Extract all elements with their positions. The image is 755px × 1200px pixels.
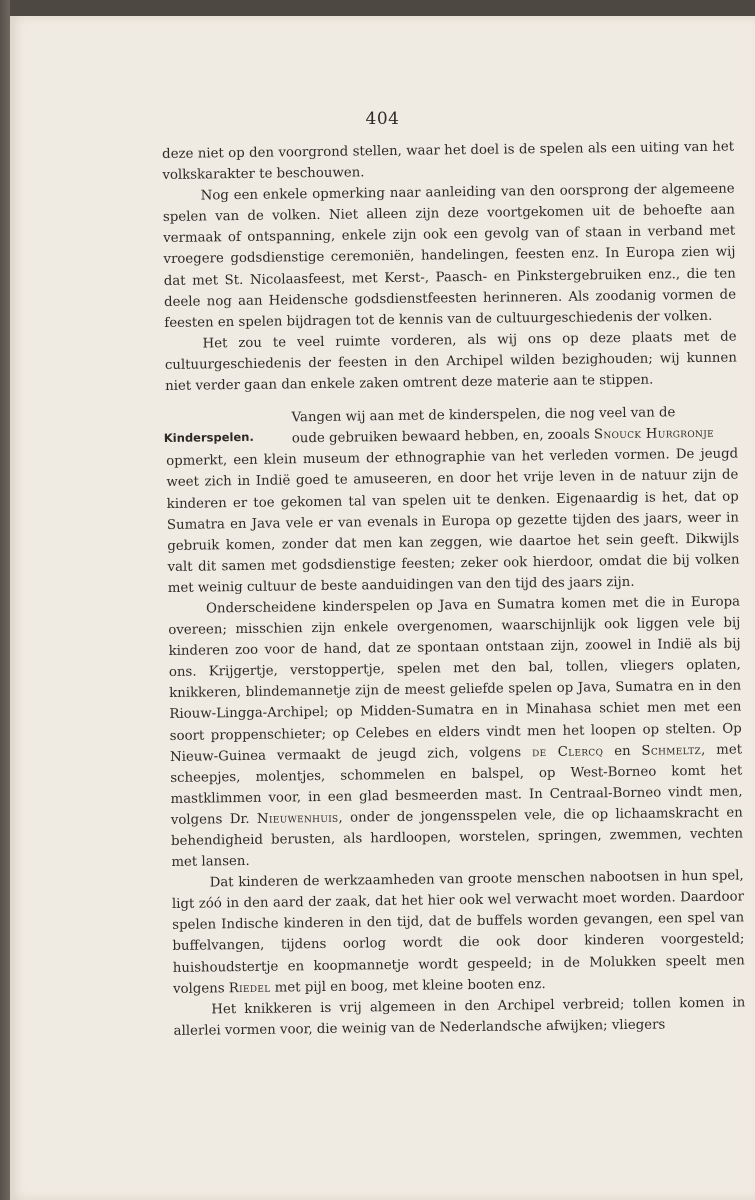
text-run: , met scheepjes, molentjes, schommelen en balspel, op West-Borneo komt het mastklimmen voor, in een glad besmeerden mast. In Centraal-Borneo vindt men, volgens Dr. [170,742,743,828]
text-run: oude gebruiken bewaard hebben, en, zooals [291,427,595,447]
text-run: Onderscheidene kinderspelen op Java en Sumatra komen met die in Europa overeen; misschien zijn enkele overgenomen, waarschijnlijk ook liggen vele bij kinderen zoo voor de hand, dat ze spontaan ontstaan zijn, zoowel in Indië als bij ons. Krijgertje, verstoppertje, spelen met den bal, tollen, vliegers oplaten, knikkeren, blindemannetje zijn de meest geliefde spelen op Java, Sumatra en in den Riouw-Lingga-Archipel; op Midden-Sumatra en in Minahasa schiet men met een soort proppenschieter; op Celebes en elders vindt men het loopen op stelten. Op Nieuw-Guinea vermaakt de jeugd zich, volgens [168,594,742,765]
text-run: met pijl en boog, met kleine booten enz. [270,976,546,996]
text-run: en [603,743,642,759]
paragraph-line: Vangen wij aan met de kinderspelen, die nog veel van de [291,405,676,426]
author-name: Snouck Hurgronje [593,426,715,443]
text-run: Dat kinderen de werkzaamheden van groote menschen nabootsen in hun spel, ligt zóó in den aard der zaak, dat het hier ook wel verwacht moet worden. Daardoor spelen Indische kinderen in den tijd, dat de buffels worden gevangen, een spel van buffelvangen, tijdens oorlog wordt die ook door kinderen voorgesteld; huishoudstertje en koopmannetje wordt gespeeld; in de Molukken speelt men volgens [171,868,745,997]
author-name: Nieuwenhuis [256,810,339,827]
paragraph: Het knikkeren is vrij algemeen in den Archipel verbreid; tollen komen in allerlei vormen voor, die weinig van de Nederlandsche afwijken; vliegers [173,995,746,1039]
body-text [162,137,746,1042]
page-number: 404 [365,109,400,129]
paragraph: Nog een enkele opmerking naar aanleiding van den oorsprong der algemeene spelen van de volken. Niet alleen zijn deze voortgekomen uit de behoefte aan vermaak of ontspanning, enkele zijn ook een gevolg van of staan in verband met vroegere godsdienstige ceremoniën, handelingen, feesten enz. In Europa zien wij dat met St. Nicolaasfeest, met Kerst-, Paasch- en Pinkstergebruiken enz., die ten deele nog aan Heidensche godsdienstfeesten herinneren. Als zoodanig vormen de feesten en spelen bijdragen tot de kennis van de cultuurgeschiedenis der volken. [162,181,737,331]
margin-heading: Kinderspelen. [163,429,254,446]
paragraph [172,866,746,1000]
paragraph: deze niet op den voorgrond stellen, waar het doel is de spelen als een uiting van het volkskarakter te beschouwen. [162,139,735,184]
paragraph [168,591,744,873]
book-page [10,16,755,1200]
paragraph: Het zou te veel ruimte vorderen, als wij ons op deze plaats met de cultuurgeschiedenis der feesten in den Archipel wilden bezighouden; wij kunnen niet verder gaan dan enkele zaken omtrent deze materie aan te stippen. [164,329,737,395]
text-run: , onder de jongensspelen vele, die op lichaamskracht en behendigheid berusten, als hardloopen, worstelen, springen, zwemmen, vechten met lansen. [171,805,744,871]
section-kinderspelen [165,402,745,1042]
scan-edge [0,0,10,1200]
author-name: de Clercq [531,743,604,760]
author-name: Riedel [228,980,271,996]
author-name: Schmeltz [641,742,702,759]
paragraph: opmerkt, een klein museum der ethnographie van het verleden vormen. De jeugd weet zich in Indië goed te amuseeren, en door het vrije leven in de natuur zijn de kinderen er toe gekomen tal van spelen uit te denken. Eigenaardig is het, dat op Sumatra en Java vele er van evenals in Europa op gezette tijden des jaars, weer in gebruik komen, zonder dat men kan zeggen, wie daartoe het sein geeft. Dikwijls valt dit samen met godsdienstige feesten; zeker ook hierdoor, omdat die bij volken met weinig cultuur de beste aanduidingen van den tijd des jaars zijn. [166,446,740,596]
